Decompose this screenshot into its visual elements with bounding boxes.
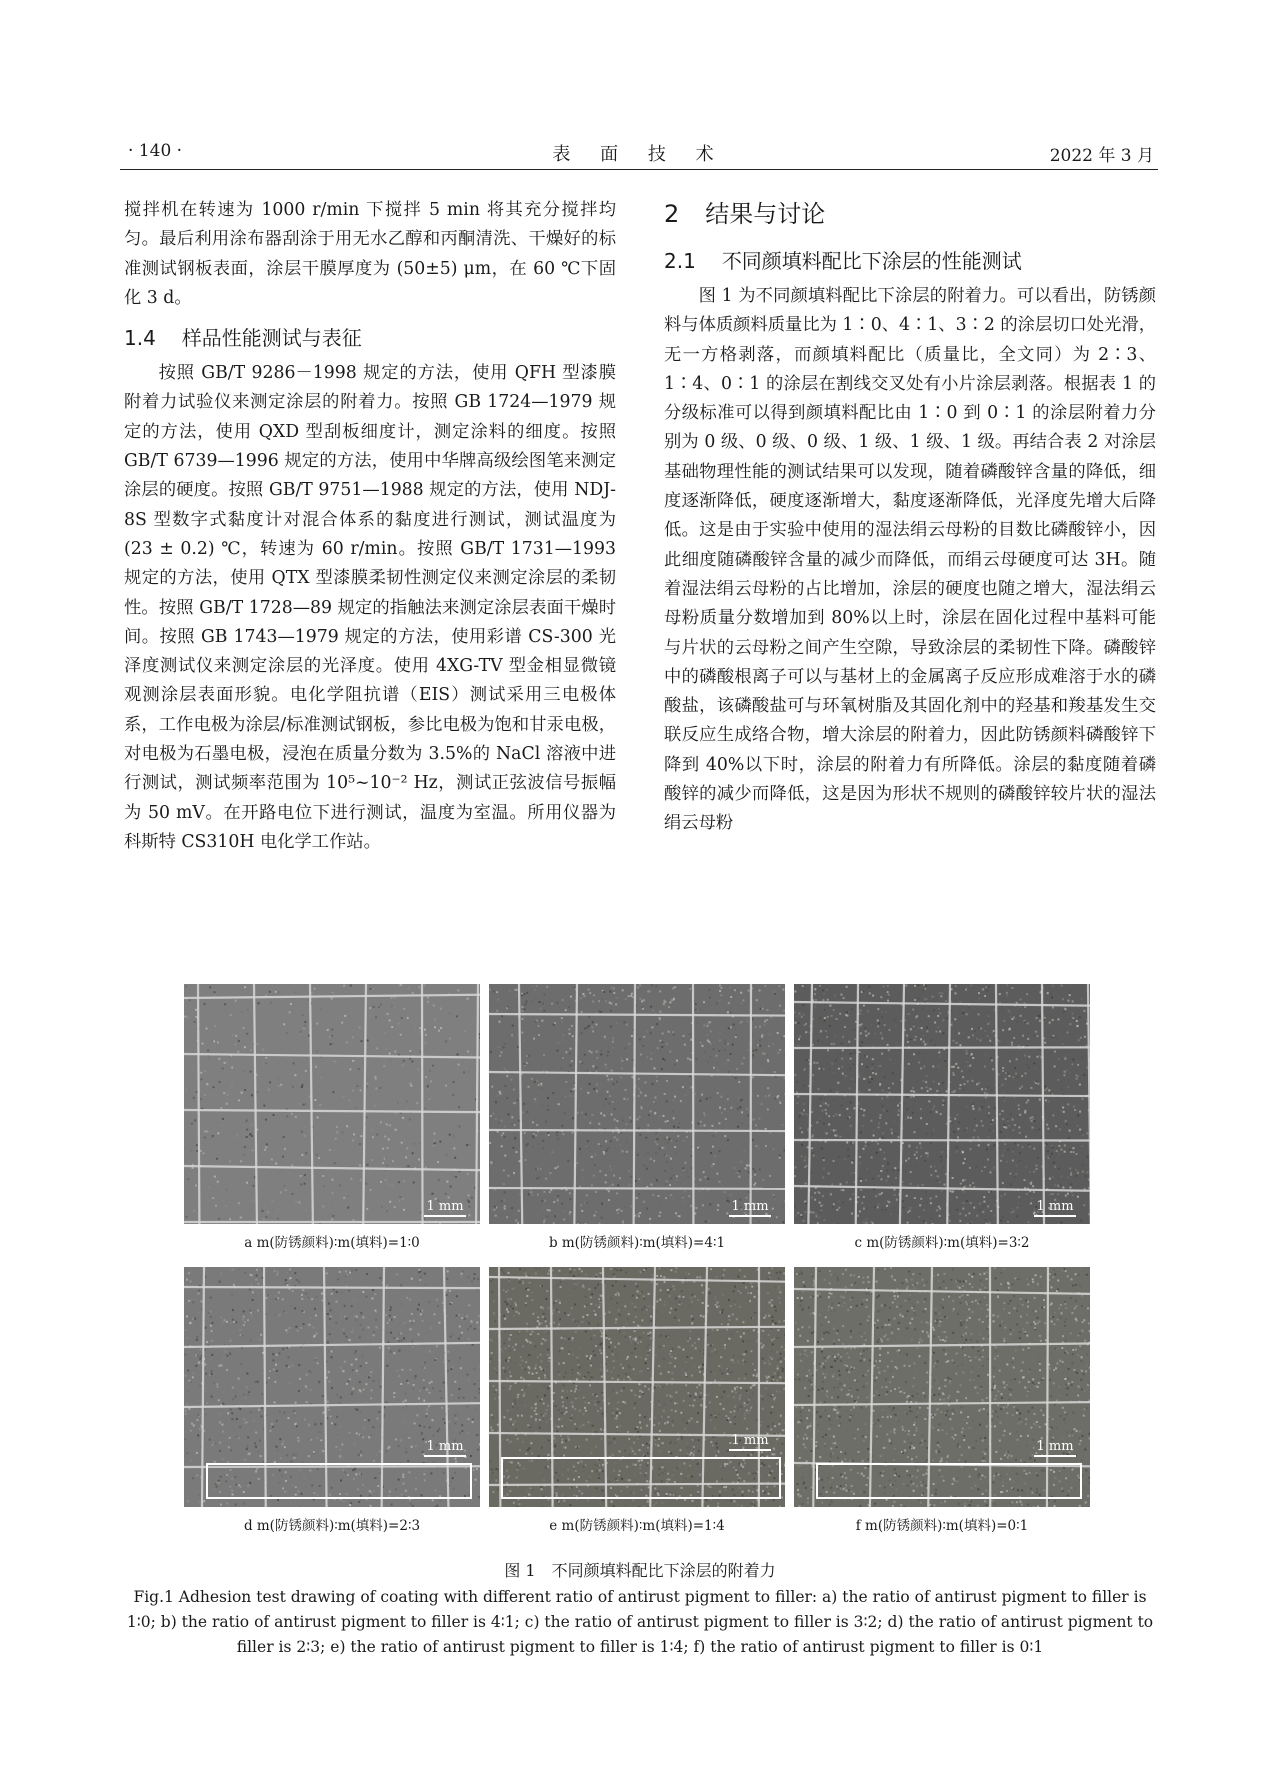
section-title: 不同颜填料配比下涂层的性能测试 [721, 249, 1022, 273]
micrograph-b [489, 984, 785, 1224]
panel-caption-f: f m(防锈颜料)∶m(填料)=0∶1 [855, 1518, 1029, 1534]
figure-caption-zh [120, 1558, 1160, 1581]
micrograph-svg [794, 984, 1090, 1224]
figure-title-zh: 不同颜填料配比下涂层的附着力 [551, 1561, 776, 1580]
figure-number: 图 1 [504, 1561, 536, 1580]
right-column [664, 194, 1156, 839]
panel-b [489, 984, 785, 1251]
micrograph-c [794, 984, 1090, 1224]
paragraph-test-methods: 按照 GB/T 9286－1998 规定的方法，使用 QFH 型漆膜附着力试验仪来测定涂层的附着力。按照 GB 1724—1979 规定的方法，使用 QXD 型刮板细度计，测定涂料的细度。按照 GB/T 6739—1996 规定的方法，使用中华牌高级绘图笔来测定涂层的硬度。按照 GB/T 9751—1988 规定的方法，使用 NDJ-8S 型数字式黏度计对混合体系的黏度进行测试，测试温度为 (23 ± 0.2) ℃，转速为 60 r/min。按照 GB/T 1731—1993 规定的方法，使用 QTX 型漆膜柔韧性测定仪来测定涂层的柔韧性。按照 GB/T 1728—89 规定的指触法来测定涂层表面干燥时间。按照 GB 1743—1979 规定的方法，使用彩谱 CS-300 光泽度测试仪来测定涂层的光泽度。使用 4XG-TV 型金相显微镜观测涂层表面形貌。电化学阻抗谱（EIS）测试采用三电极体系，工作电极为涂层/标准测试钢板，参比电极为饱和甘汞电极，对电极为石墨电极，浸泡在质量分数为 3.5%的 NaCl 溶液中进行测试，测试频率范围为 10⁵~10⁻² Hz，测试正弦波信号振幅为 50 mV。在开路电位下进行测试，温度为室温。所用仪器为科斯特 CS310H 电化学工作站。 [124, 363, 616, 852]
micrograph-d [184, 1267, 480, 1507]
scale-bar: 1 mm [729, 1433, 771, 1451]
panel-caption-d: d m(防锈颜料)∶m(填料)=2∶3 [243, 1518, 421, 1534]
micrograph-f [794, 1267, 1090, 1507]
micrograph-a [184, 984, 480, 1224]
peeling-highlight-box [501, 1457, 781, 1499]
chapter-title: 结果与讨论 [705, 200, 826, 228]
section-title: 样品性能测试与表征 [181, 326, 362, 351]
running-header [120, 139, 1158, 170]
section-heading-1-4 [124, 321, 616, 355]
peeling-highlight-box [816, 1463, 1082, 1499]
panel-a [184, 984, 480, 1251]
scale-bar: 1 mm [1034, 1199, 1076, 1217]
scale-bar: 1 mm [1034, 1439, 1076, 1457]
figure-caption [120, 1558, 1160, 1660]
chapter-number: 2 [664, 200, 680, 228]
scale-bar: 1 mm [424, 1439, 466, 1457]
panel-d [184, 1267, 480, 1534]
journal-title: 表 面 技 术 [552, 144, 726, 165]
figure-caption-en: Fig.1 Adhesion test drawing of coating with different ratio of antirust pigment to filler: a) the ratio of antirust pigment to filler is 1∶0; b) the ratio of antirust pigment to filler is 4∶1; c) the ratio of antirust pigment to filler is 3∶2; d) the ratio of antirust pigment to filler is 2∶3; e) the ratio of antirust pigment to filler is 1∶4; f) the ratio of antirust pigment to filler is 0∶1 [126, 1588, 1154, 1656]
panel-caption-a: a m(防锈颜料)∶m(填料)=1∶0 [244, 1235, 420, 1251]
panel-f [794, 1267, 1090, 1534]
panel-c [794, 984, 1090, 1251]
scale-bar: 1 mm [729, 1199, 771, 1217]
section-number: 1.4 [124, 326, 156, 351]
panel-caption-e: e m(防锈颜料)∶m(填料)=1∶4 [549, 1518, 725, 1534]
section-number: 2.1 [664, 249, 696, 273]
scale-bar: 1 mm [424, 1199, 466, 1217]
panel-caption-b: b m(防锈颜料)∶m(填料)=4∶1 [548, 1235, 726, 1251]
micrograph-svg [489, 984, 785, 1224]
paragraph-preparation-cont: 搅拌机在转速为 1000 r/min 下搅拌 5 min 将其充分搅拌均匀。最后利用涂布器刮涂于用无水乙醇和丙酮清洗、干燥好的标准测试钢板表面，涂层干膜厚度为 (50±5) μm，在 60 ℃下固化 3 d。 [124, 200, 616, 308]
chapter-heading-2 [664, 194, 1156, 234]
paragraph-results: 图 1 为不同颜填料配比下涂层的附着力。可以看出，防锈颜料与体质颜料质量比为 1∶0、4∶1、3∶2 的涂层切口处光滑，无一方格剥落，而颜填料配比（质量比，全文同）为 2∶3、1∶4、0∶1 的涂层在割线交叉处有小片涂层剥落。根据表 1 的分级标准可以得到颜填料配比由 1∶0 到 0∶1 的涂层附着力分别为 0 级、0 级、0 级、1 级、1 级、1 级。再结合表 2 对涂层基础物理性能的测试结果可以发现，随着磷酸锌含量的降低，细度逐渐降低，硬度逐渐增大，黏度逐渐降低，光泽度先增大后降低。这是由于实验中使用的湿法绢云母粉的目数比磷酸锌小，因此细度随磷酸锌含量的减少而降低，而绢云母硬度可达 3H。随着湿法绢云母粉的占比增加，涂层的硬度也随之增大，湿法绢云母粉质量分数增加到 80%以上时，涂层在固化过程中基料可能与片状的云母粉之间产生空隙，导致涂层的柔韧性下降。磷酸锌中的磷酸根离子可以与基材上的金属离子反应形成难溶于水的磷酸盐，该磷酸盐可与环氧树脂及其固化剂中的羟基和羧基发生交联反应生成络合物，增大涂层的附着力，因此防锈颜料磷酸锌下降到 40%以下时，涂层的附着力有所降低。涂层的黏度随着磷酸锌的减少而降低，这是因为形状不规则的磷酸锌较片状的湿法绢云母粉 [664, 286, 1156, 834]
panel-caption-c: c m(防锈颜料)∶m(填料)=3∶2 [854, 1235, 1030, 1251]
peeling-highlight-box [206, 1463, 472, 1499]
section-heading-2-1 [664, 244, 1156, 278]
micrograph-svg [184, 984, 480, 1224]
page-number: · 140 · [128, 141, 183, 161]
micrograph-e [489, 1267, 785, 1507]
panel-e [489, 1267, 785, 1534]
left-column [124, 196, 616, 857]
issue-date: 2022 年 3 月 [1049, 146, 1154, 166]
